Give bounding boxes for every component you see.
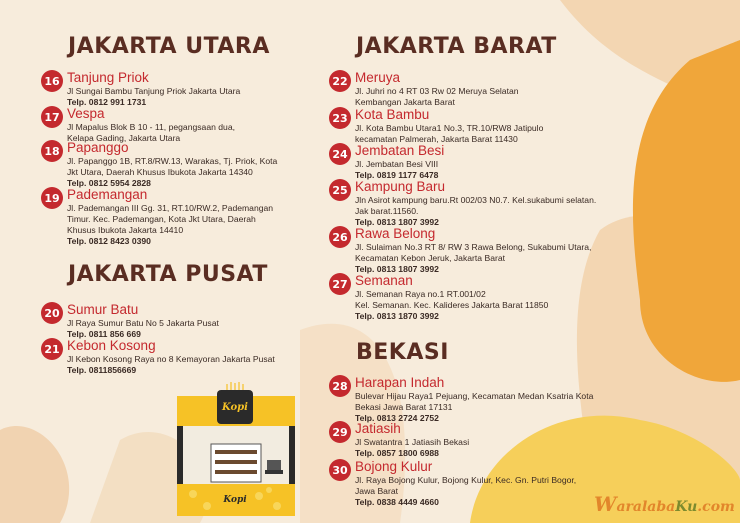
outlet-address: Jln Asirot kampung baru.Rt 002/03 N0.7. Kel.sukabumi selatan. Jak barat.11560. Telp. 0813 1807 3992: [355, 195, 597, 227]
outlet-address: Jl. Juhri no 4 RT 03 Rw 02 Meruya Selatan Kembangan Jakarta Barat: [355, 86, 519, 107]
outlet-name: Vespa: [67, 106, 105, 121]
outlet-address: Jl Sungai Bambu Tanjung Priok Jakarta Utara Telp. 0812 991 1731: [67, 86, 241, 107]
number-badge: 26: [329, 226, 351, 248]
section-title-jakarta-pusat: JAKARTA PUSAT: [68, 262, 268, 287]
outlet-address: Jl Kebon Kosong Raya no 8 Kemayoran Jakarta Pusat Telp. 0811856669: [67, 354, 275, 375]
booth-brand-top: Kopi: [222, 402, 248, 413]
waralabaku-logo: WaralabaKu.com: [594, 492, 735, 516]
outlet-phone: Telp. 0813 2724 2752: [355, 413, 439, 423]
outlet-name: Tanjung Priok: [67, 70, 149, 85]
outlet-phone: Telp. 0812 5954 2828: [67, 178, 151, 188]
outlet-address: Jl. Jembatan Besi VIII Telp. 0819 1177 6478: [355, 159, 439, 180]
outlet-name: Harapan Indah: [355, 375, 445, 390]
outlet-name: Kampung Baru: [355, 179, 446, 194]
outlet-address: Jl. Semanan Raya no.1 RT.001/02 Kel. Semanan. Kec. Kalideres Jakarta Barat 11850 Telp. 0813 1870 3992: [355, 289, 549, 321]
outlet-address: Jl. Sulaiman No.3 RT 8/ RW 3 Rawa Belong, Sukabumi Utara, Kecamatan Kebon Jeruk, Jakarta Barat Telp. 0813 1807 3992: [355, 242, 592, 274]
outlet-address: Jl. Kota Bambu Utara1 No.3, TR.10/RW8 Jatipulo kecamatan Palmerah, Jakarta Barat 11430: [355, 123, 544, 144]
outlet-name: Jembatan Besi: [355, 143, 445, 158]
outlet-address: Jl. Papanggo 1B, RT.8/RW.13, Warakas, Tj. Priok, Kota Jkt Utara, Daerah Khusus Ibukota Jakarta 14340 Telp. 0812 5954 2828: [67, 156, 278, 188]
number-badge: 24: [329, 143, 351, 165]
number-badge: 28: [329, 375, 351, 397]
outlet-address: Jl Swatantra 1 Jatiasih Bekasi Telp. 0857 1800 6988: [355, 437, 470, 458]
outlet-name: Meruya: [355, 70, 401, 85]
number-badge: 27: [329, 273, 351, 295]
number-badge: 21: [41, 338, 63, 360]
outlet-name: Bojong Kulur: [355, 459, 433, 474]
outlet-phone: Telp. 0813 1807 3992: [355, 217, 439, 227]
outlet-phone: Telp. 0813 1870 3992: [355, 311, 439, 321]
booth-illustration: [173, 380, 299, 516]
outlet-phone: Telp. 0811 856 669: [67, 329, 141, 339]
number-badge: 29: [329, 421, 351, 443]
outlet-name: Sumur Batu: [67, 302, 139, 317]
number-badge: 18: [41, 140, 63, 162]
number-badge: 16: [41, 70, 63, 92]
outlet-phone: Telp. 0813 1807 3992: [355, 264, 439, 274]
outlet-address: Jl. Raya Bojong Kulur, Bojong Kulur, Kec. Gn. Putri Bogor, Jawa Barat Telp. 0838 4449 4660: [355, 475, 577, 507]
outlet-address: Jl Raya Sumur Batu No 5 Jakarta Pusat Telp. 0811 856 669: [67, 318, 219, 339]
outlet-address: Jl. Pademangan III Gg. 31, RT.10/RW.2, Pademangan Timur. Kec. Pademangan, Kota Jkt Utara, Daerah Khusus Ibukota Jakarta 14410 Telp. 0812 8423 0390: [67, 203, 274, 246]
number-badge: 25: [329, 179, 351, 201]
outlet-address: Bulevar Hijau Raya1 Pejuang, Kecamatan Medan Ksatria Kota Bekasi Jawa Barat 17131 Telp. 0813 2724 2752: [355, 391, 594, 423]
outlet-phone: Telp. 0857 1800 6988: [355, 448, 439, 458]
number-badge: 19: [41, 187, 63, 209]
section-title-jakarta-barat: JAKARTA BARAT: [356, 34, 557, 59]
outlet-phone: Telp. 0812 991 1731: [67, 97, 147, 107]
outlet-address: Jl Mapalus Blok B 10 - 11, pegangsaan dua, Kelapa Gading, Jakarta Utara: [67, 122, 236, 143]
outlet-name: Papanggo: [67, 140, 129, 155]
number-badge: 22: [329, 70, 351, 92]
section-title-bekasi: BEKASI: [356, 340, 449, 365]
section-title-jakarta-utara: JAKARTA UTARA: [68, 34, 270, 59]
outlet-phone: Telp. 0812 8423 0390: [67, 236, 151, 246]
outlet-name: Jatiasih: [355, 421, 401, 436]
outlet-name: Kota Bambu: [355, 107, 430, 122]
outlet-name: Semanan: [355, 273, 413, 288]
number-badge: 20: [41, 302, 63, 324]
number-badge: 17: [41, 106, 63, 128]
outlet-phone: Telp. 0838 4449 4660: [355, 497, 439, 507]
number-badge: 30: [329, 459, 351, 481]
booth-brand-counter: Kopi: [223, 495, 247, 505]
outlet-name: Pademangan: [67, 187, 148, 202]
outlet-name: Kebon Kosong: [67, 338, 156, 353]
outlet-name: Rawa Belong: [355, 226, 436, 241]
outlet-phone: Telp. 0811856669: [67, 365, 137, 375]
number-badge: 23: [329, 107, 351, 129]
outlet-phone: Telp. 0819 1177 6478: [355, 170, 439, 180]
